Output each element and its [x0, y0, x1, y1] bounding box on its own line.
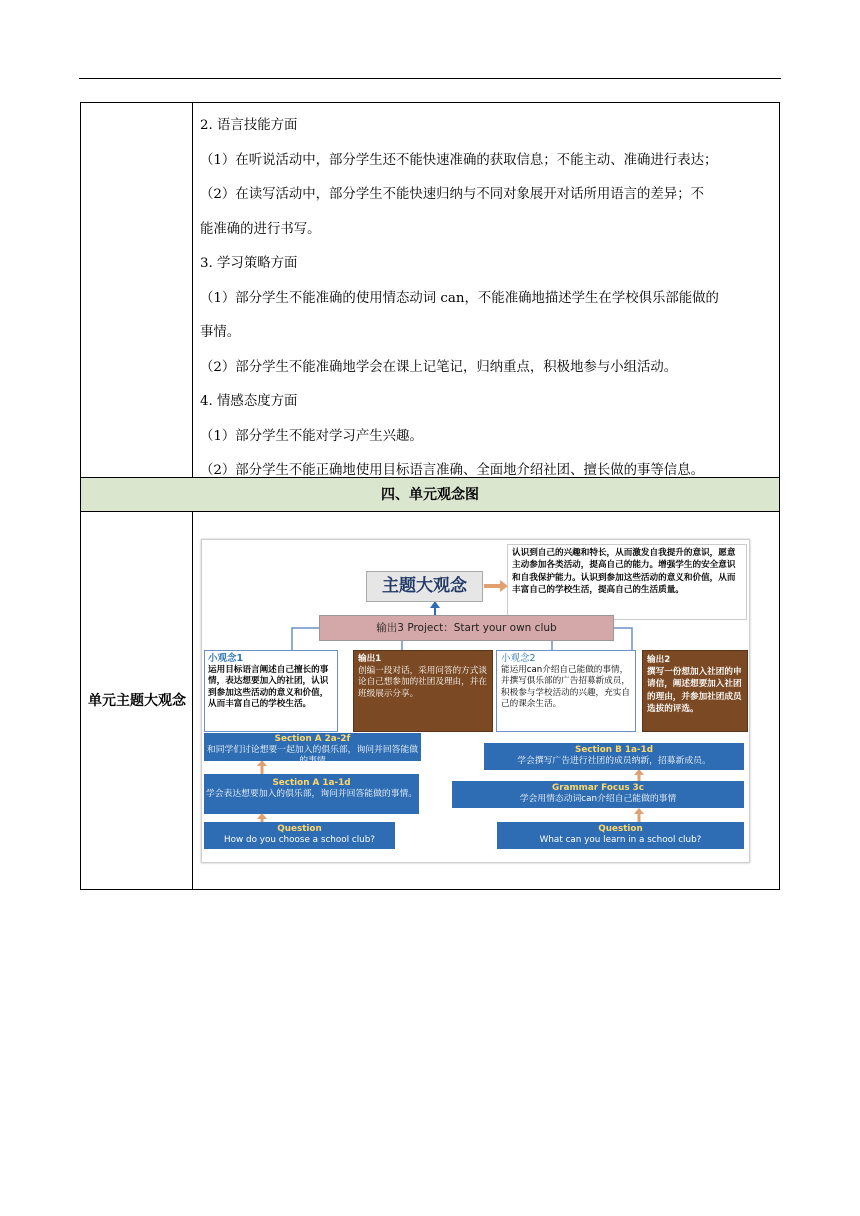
text-line: （1）在听说活动中，部分学生还不能快速准确的获取信息；不能主动、准确进行表达； [200, 152, 718, 168]
right-up-arrowhead-2 [634, 808, 644, 814]
difficulty-row-label [81, 103, 193, 477]
small-idea-2 [496, 650, 636, 732]
output-2 [642, 650, 748, 732]
text-line: 事情。 [200, 325, 241, 340]
question-2 [497, 822, 744, 849]
small-idea-1-text: 运用目标语言阐述自己擅长的事情，表达想要加入的社团，认识到参加这些活动的意义和价值，从而丰富自己的学校生活。 [208, 664, 329, 709]
concept-map-label: 单元主题大观念 [81, 512, 193, 889]
question-2-text: What can you learn in a school club? [539, 835, 702, 845]
output-1-title: 输出1 [358, 654, 382, 664]
section-a-2a-2f [204, 733, 421, 766]
difficulty-row [81, 103, 779, 478]
difficulty-content [193, 103, 779, 477]
question-1-title: Question [277, 824, 322, 834]
section-a-1a-1d [204, 774, 419, 814]
text-line: （2）部分学生不能准确地学会在课上记笔记，归纳重点，积极地参与小组活动。 [200, 359, 678, 375]
section-b-1a-1d-title: Section B 1a-1d [575, 745, 653, 755]
section-b-1a-1d-text: 学会撰写广告进行社团的成员纳新，招募新成员。 [517, 756, 711, 766]
small-idea-2-title: 小观念2 [501, 653, 536, 664]
concept-map-cell [193, 512, 779, 889]
text-line: （2）部分学生不能正确地使用目标语言准确、全面地介绍社团、擅长做的事等信息。 [200, 463, 704, 478]
small-idea-1 [204, 650, 338, 732]
question-1-text: How do you choose a school club? [224, 835, 375, 845]
text-line: 2. 语言技能方面 [200, 118, 298, 133]
theme-big-idea-title: 主题大观念 [366, 571, 483, 602]
text-line: 3. 学习策略方面 [200, 256, 298, 271]
output-2-title: 输出2 [647, 655, 671, 665]
section-b-1a-1d [484, 743, 744, 770]
output-1 [353, 650, 493, 732]
grammar-focus-3c-text: 学会用情态动词can介绍自己能做的事情 [519, 794, 677, 804]
section-a-2a-2f-text: 和同学们讨论想要一起加入的俱乐部，询问并回答能做的事情 [206, 745, 419, 766]
grammar-focus-3c-title: Grammar Focus 3c [552, 783, 644, 793]
question-1 [204, 822, 395, 849]
question-2-title: Question [598, 824, 643, 834]
big-idea-description: 认识到自己的兴趣和特长，从而激发自我提升的意识，愿意主动参加各类活动，提高自己的能力。增强学生的安全意识和自我保护能力。认识到参加这些活动的意义和价值，从而丰富自己的学校生活，提高自己的生活质量。 [507, 544, 747, 620]
grammar-focus-3c [452, 781, 744, 808]
small-idea-2-text: 能运用can介绍自己能做的事情，并撰写俱乐部的广告招募新成员，积极参与学校活动的兴趣，充实自己的课余生活。 [501, 664, 630, 709]
output3-up-arrowhead [430, 601, 440, 608]
text-line: 4. 情感态度方面 [200, 394, 298, 409]
section-header: 四、单元观念图 [381, 487, 479, 503]
output3-project: 输出3 Project：Start your own club [319, 615, 614, 641]
text-line: （1）部分学生不能准确的使用情态动词 can，不能准确地描述学生在学校俱乐部能做的 [200, 290, 719, 306]
small-idea-1-title: 小观念1 [208, 653, 244, 664]
output-2-text: 撰写一份想加入社团的申请信，阐述想要加入社团的理由，并参加社团成员选拔的评选。 [647, 667, 742, 714]
section-a-1a-1d-text: 学会表达想要加入的俱乐部，询问并回答能做的事情。 [205, 789, 418, 799]
text-line: （2）在读写活动中，部分学生不能快速归纳与不同对象展开对话所用语言的差异；不 [200, 187, 704, 202]
left-branch-line [292, 628, 319, 650]
right-branch-line-2 [614, 628, 632, 650]
output-1-text: 创编一段对话，采用问答的方式谈论自己想参加的社团及理由，并在班级展示分享。 [358, 665, 487, 699]
text-line: 能准确的进行书写。 [200, 221, 321, 237]
header-rule [79, 78, 781, 79]
section-header-row [81, 478, 779, 512]
concept-map [201, 539, 750, 863]
section-a-1a-1d-title: Section A 1a-1d [272, 778, 351, 788]
concept-map-row [81, 512, 779, 889]
lesson-table [80, 102, 780, 890]
text-line: （1）部分学生不能对学习产生兴趣。 [200, 428, 423, 444]
section-a-2a-2f-title: Section A 2a-2f [274, 734, 351, 744]
